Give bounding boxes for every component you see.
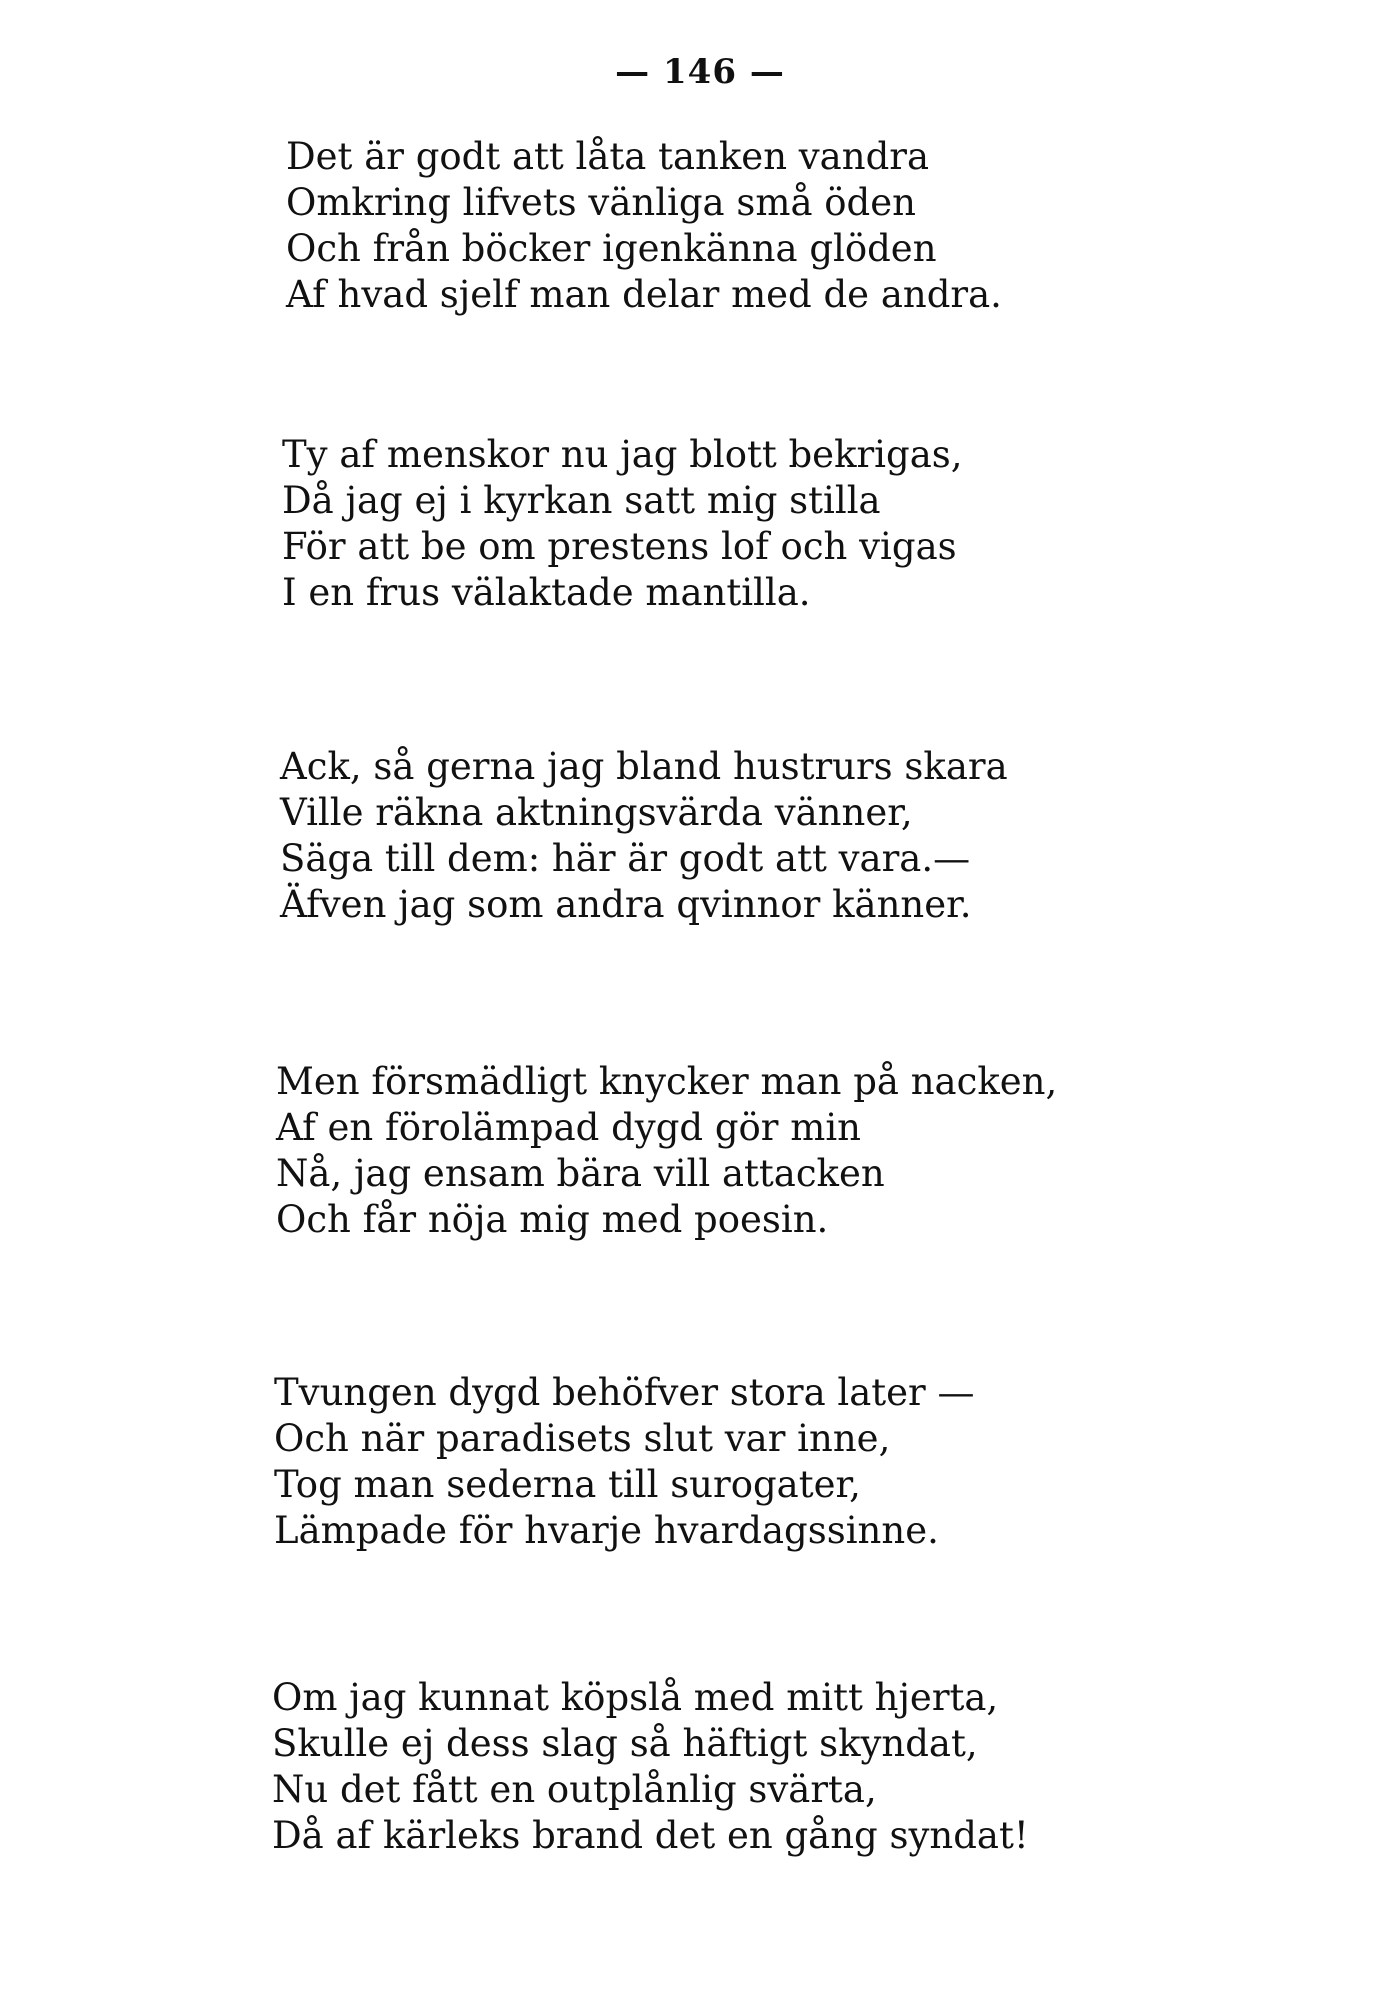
poem-line: Tog man sederna till surogater, (274, 1463, 861, 1506)
poem-line: Men försmädligt knycker man på nacken, (276, 1060, 1058, 1103)
poem-line: Af en förolämpad dygd gör min (276, 1106, 861, 1149)
poem-line: Säga till dem: här är godt att vara.— (280, 837, 971, 880)
stanza (276, 1059, 1057, 1243)
poem-line: Tvungen dygd behöfver stora later — (274, 1371, 975, 1414)
poem-line: Omkring lifvets vänliga små öden (286, 181, 916, 224)
poem-line: Skulle ej dess slag så häftigt skyndat, (272, 1722, 978, 1765)
page-number: — 146 — (615, 52, 785, 92)
poem-line: Ville räkna aktningsvärda vänner, (280, 791, 913, 834)
poem-line: Då af kärleks brand det en gång syndat! (272, 1814, 1029, 1857)
poem-line: Äfven jag som andra qvinnor känner. (280, 883, 972, 926)
stanza (286, 134, 1002, 318)
poem-line: Och när paradisets slut var inne, (274, 1417, 891, 1460)
poem-line: Då jag ej i kyrkan satt mig stilla (282, 479, 881, 522)
poem-line: Nå, jag ensam bära vill attacken (276, 1152, 885, 1195)
poem-line: Ty af menskor nu jag blott bekrigas, (282, 433, 963, 476)
poem-line: Ack, så gerna jag bland hustrurs skara (280, 745, 1008, 788)
poem-line: Nu det fått en outplånlig svärta, (272, 1768, 877, 1811)
stanza (274, 1370, 975, 1554)
poem-line: För att be om prestens lof och vigas (282, 525, 957, 568)
stanza (282, 432, 963, 616)
poem-line: Det är godt att låta tanken vandra (286, 135, 930, 178)
poem-line: Och får nöja mig med poesin. (276, 1198, 829, 1241)
poem-line: I en frus välaktade mantilla. (282, 571, 811, 614)
stanza (280, 744, 1008, 928)
poem-line: Om jag kunnat köpslå med mitt hjerta, (272, 1676, 999, 1719)
stanza (272, 1675, 1029, 1859)
poem-line: Lämpade för hvarje hvardagssinne. (274, 1509, 939, 1552)
poem-line: Och från böcker igenkänna glöden (286, 227, 937, 270)
poem-line: Af hvad sjelf man delar med de andra. (286, 273, 1002, 316)
